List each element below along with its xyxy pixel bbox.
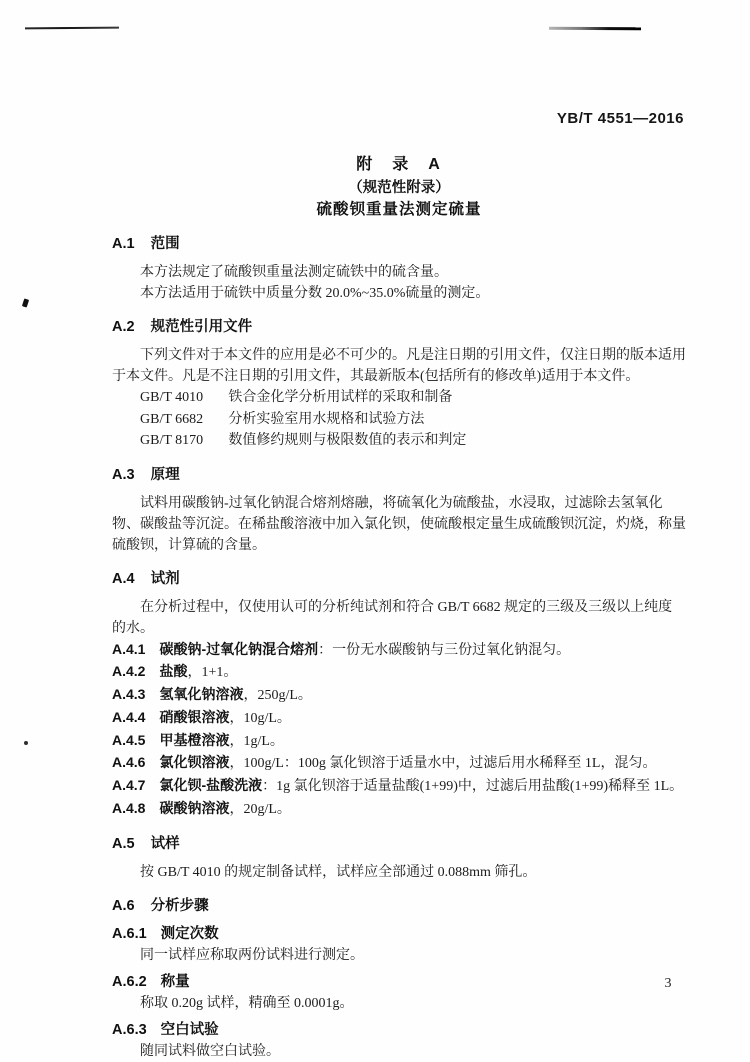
reagent-item — [112, 775, 686, 798]
reagent-item — [112, 661, 686, 684]
paragraph: 称取 0.20g 试样，精确至 0.0001g。 — [140, 995, 354, 1011]
section-heading-a6 — [112, 896, 686, 917]
standard-number: YB/T 4551—2016 — [556, 110, 684, 127]
item-text: ，250g/L。 — [243, 688, 312, 704]
item-term: 氯化钡-盐酸洗液 — [159, 777, 263, 794]
section-number: A.1 — [112, 236, 135, 252]
item-term: 甲基橙溶液 — [159, 731, 230, 748]
section-title: 试样 — [150, 835, 180, 852]
item-number: A.4.8 — [112, 800, 146, 817]
section-heading-a5 — [112, 834, 686, 855]
paragraph: 按 GB/T 4010 的规定制备试样，试样应全部通过 0.088mm 筛孔。 — [140, 864, 537, 880]
reference-name: 数值修约规则与极限数值的表示和判定 — [228, 433, 467, 448]
scan-artifact-dot — [24, 741, 28, 745]
item-number: A.4.6 — [112, 754, 146, 771]
item-term: 氢氧化钠溶液 — [159, 686, 244, 703]
appendix-name: 硫酸钡重量法测定硫量 — [316, 201, 482, 218]
scan-artifact-dot — [22, 298, 29, 307]
item-text: ，1+1。 — [187, 665, 238, 681]
reagent-item — [112, 752, 686, 775]
appendix-heading: 附 录 A — [356, 156, 442, 173]
section-number: A.3 — [112, 466, 135, 483]
reference-code: GB/T 8170 — [140, 433, 204, 448]
section-heading-a2 — [112, 317, 686, 338]
item-term: 碳酸钠溶液 — [159, 800, 230, 817]
page-number: 3 — [664, 976, 672, 991]
reference-name: 铁合金化学分析用试样的采取和制备 — [228, 390, 453, 405]
appendix-title-block — [112, 154, 686, 221]
section-number: A.6 — [112, 897, 135, 914]
item-number: A.4.4 — [112, 708, 146, 725]
reference-code: GB/T 6682 — [140, 411, 204, 427]
item-term: 硝酸银溶液 — [159, 708, 230, 725]
reagent-item — [112, 639, 686, 662]
section-heading-a1 — [112, 234, 686, 255]
paragraph: 下列文件对于本文件的应用是必不可少的。凡是注日期的引用文件，仅注日期的版本适用于本文件。凡是不注日期的引用文件，其最新版本(包括所有的修改单)适用于本文件。 — [112, 348, 686, 384]
subsection-number: A.6.2 — [112, 973, 147, 990]
subsection-number: A.6.3 — [112, 1021, 147, 1038]
paragraph: 在分析过程中，仅使用认可的分析纯试剂和符合 GB/T 6682 规定的三级及三级以上纯度的水。 — [112, 599, 673, 636]
reagent-item — [112, 684, 686, 707]
section-heading-a3 — [112, 465, 686, 486]
subsection-heading-a61 — [112, 924, 686, 945]
subsection-title: 空白试验 — [160, 1021, 219, 1038]
item-term: 盐酸 — [159, 663, 188, 680]
section-number: A.2 — [112, 319, 135, 335]
reagent-item — [112, 707, 686, 730]
item-number: A.4.2 — [112, 663, 146, 680]
reagent-item — [112, 730, 686, 753]
paragraph: 本方法适用于硫铁中质量分数 20.0%~35.0%硫量的测定。 — [140, 286, 490, 301]
reference-name: 分析实验室用水规格和试验方法 — [228, 411, 425, 427]
item-term: 碳酸钠-过氧化钠混合熔剂 — [159, 640, 319, 657]
section-title: 原理 — [150, 466, 180, 483]
item-text: ，20g/L。 — [229, 802, 291, 818]
item-text: ：一份无水碳酸钠与三份过氧化钠混匀。 — [318, 642, 571, 658]
subsection-number: A.6.1 — [112, 925, 147, 942]
subsection-title: 测定次数 — [160, 925, 219, 942]
paragraph: 本方法规定了硫酸钡重量法测定硫铁中的硫含量。 — [140, 265, 448, 280]
section-title: 分析步骤 — [150, 897, 209, 914]
item-term: 氯化钡溶液 — [159, 754, 230, 771]
scan-artifact-line-left — [25, 27, 119, 30]
item-text: ：1g 氯化钡溶于适量盐酸(1+99)中，过滤后用盐酸(1+99)稀释至 1L。 — [262, 779, 684, 795]
item-number: A.4.5 — [112, 731, 146, 748]
scan-artifact-line-right — [549, 27, 641, 30]
paragraph: 随同试料做空白试验。 — [140, 1043, 280, 1059]
reference-item — [112, 387, 686, 409]
item-text: ，1g/L。 — [229, 733, 284, 749]
section-number: A.5 — [112, 835, 135, 852]
section-number: A.4 — [112, 570, 135, 587]
section-heading-a4 — [112, 569, 686, 590]
section-title: 试剂 — [150, 570, 180, 587]
subsection-heading-a63 — [112, 1020, 686, 1041]
reference-item — [112, 430, 686, 452]
paragraph: 同一试样应称取两份试料进行测定。 — [140, 947, 364, 963]
reagent-item — [112, 798, 686, 821]
section-title: 规范性引用文件 — [150, 319, 253, 335]
item-text: ，100g/L：100g 氯化钡溶于适量水中，过滤后用水稀释至 1L，混匀。 — [229, 756, 657, 772]
paragraph: 试料用碳酸钠-过氧化钠混合熔剂熔融，将硫氧化为硫酸盐，水浸取，过滤除去氢氧化物、碳酸盐等沉淀。在稀盐酸溶液中加入氯化钡，使硫酸根定量生成硫酸钡沉淀，灼烧，称量硫酸钡，计算硫的含量。 — [112, 495, 686, 553]
item-text: ，10g/L。 — [229, 710, 291, 726]
subsection-heading-a62 — [112, 972, 686, 993]
reference-item — [112, 409, 686, 431]
reference-code: GB/T 4010 — [140, 390, 204, 405]
appendix-type: （规范性附录） — [348, 180, 450, 196]
item-number: A.4.1 — [112, 640, 146, 657]
section-title: 范围 — [150, 236, 180, 252]
item-number: A.4.7 — [112, 777, 146, 794]
subsection-title: 称量 — [160, 973, 190, 990]
item-number: A.4.3 — [112, 686, 146, 703]
document-body — [112, 150, 686, 1062]
